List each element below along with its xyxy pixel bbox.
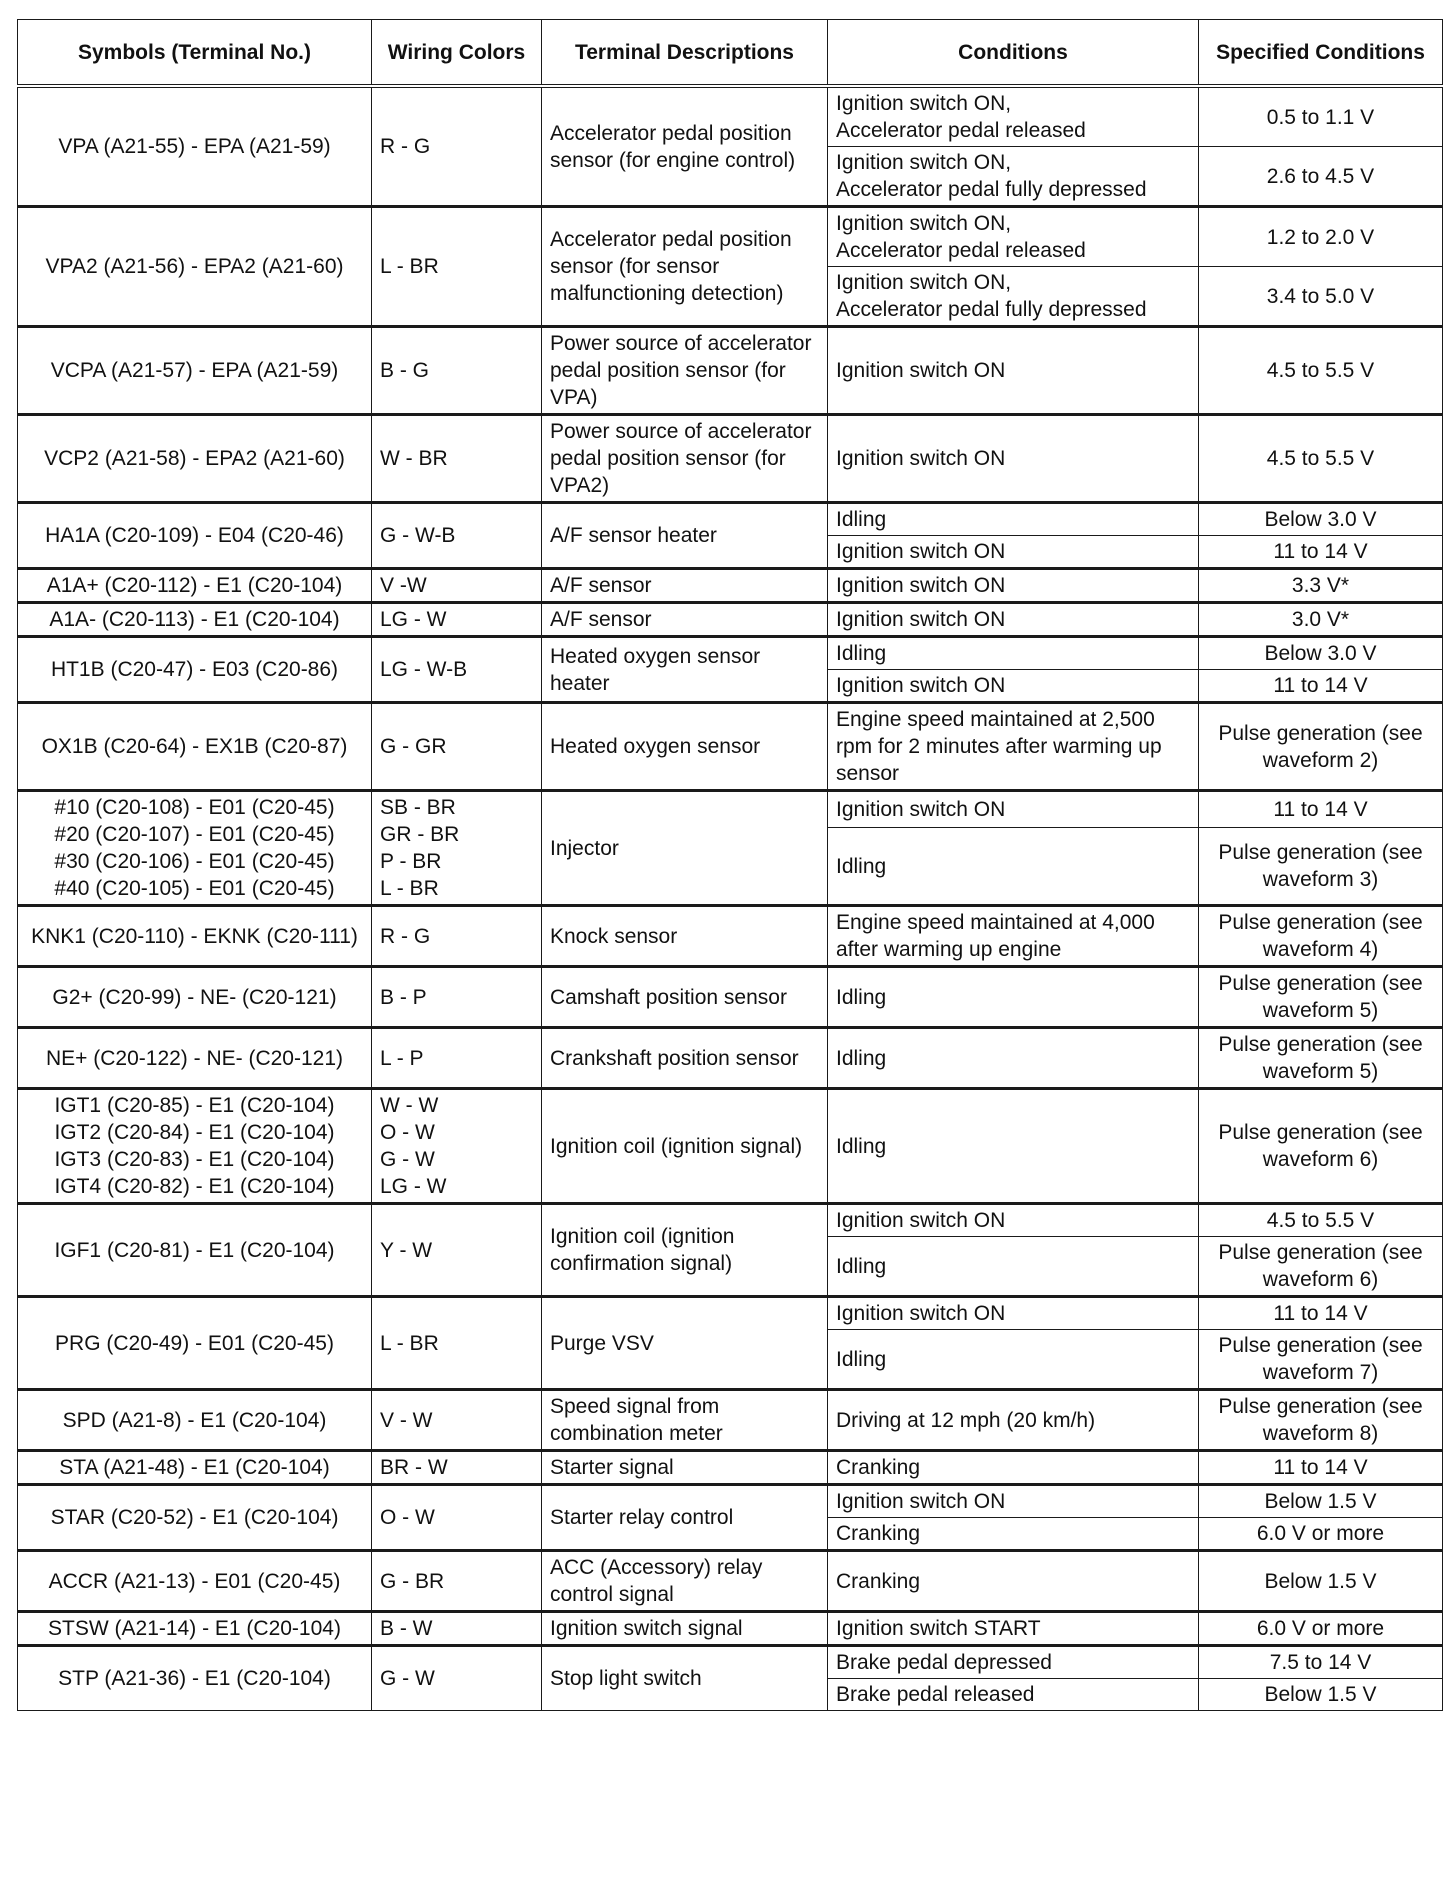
terminal-specification-table bbox=[17, 19, 1443, 1711]
specified-condition-cell: 11 to 14 V bbox=[1199, 536, 1443, 569]
condition-cell: Idling bbox=[828, 637, 1199, 670]
specified-condition-cell: Pulse generation (see waveform 5) bbox=[1199, 967, 1443, 1028]
header-symbols: Symbols (Terminal No.) bbox=[18, 20, 372, 87]
condition-cell: Idling bbox=[828, 1028, 1199, 1089]
condition-cell: Cranking bbox=[828, 1518, 1199, 1551]
wiring-color-cell: B - P bbox=[372, 967, 542, 1028]
table-row bbox=[18, 1485, 1443, 1518]
specified-condition-cell: 6.0 V or more bbox=[1199, 1612, 1443, 1646]
condition-cell: Ignition switch START bbox=[828, 1612, 1199, 1646]
header-conditions: Conditions bbox=[828, 20, 1199, 87]
terminal-symbol-cell: IGT1 (C20-85) - E1 (C20-104) IGT2 (C20-84) - E1 (C20-104) IGT3 (C20-83) - E1 (C20-104) IGT4 (C20-82) - E1 (C20-104) bbox=[18, 1089, 372, 1204]
specified-condition-cell: 7.5 to 14 V bbox=[1199, 1646, 1443, 1679]
condition-cell: Ignition switch ON bbox=[828, 1297, 1199, 1330]
condition-cell: Ignition switch ON bbox=[828, 791, 1199, 828]
wiring-color-cell: L - BR bbox=[372, 1297, 542, 1390]
condition-cell: Idling bbox=[828, 1089, 1199, 1204]
terminal-description-cell: Power source of accelerator pedal position sensor (for VPA2) bbox=[542, 415, 828, 503]
condition-cell: Ignition switch ON bbox=[828, 415, 1199, 503]
specified-condition-cell: Below 1.5 V bbox=[1199, 1551, 1443, 1612]
specified-condition-cell: 1.2 to 2.0 V bbox=[1199, 207, 1443, 267]
wiring-color-cell: R - G bbox=[372, 906, 542, 967]
wiring-color-cell: LG - W bbox=[372, 603, 542, 637]
terminal-symbol-cell: NE+ (C20-122) - NE- (C20-121) bbox=[18, 1028, 372, 1089]
specified-condition-cell: 11 to 14 V bbox=[1199, 1451, 1443, 1485]
table-row bbox=[18, 1646, 1443, 1679]
table-header-row bbox=[18, 20, 1443, 87]
condition-cell: Idling bbox=[828, 828, 1199, 906]
table-body bbox=[18, 86, 1443, 1711]
specified-condition-cell: Pulse generation (see waveform 3) bbox=[1199, 828, 1443, 906]
wiring-color-cell: R - G bbox=[372, 86, 542, 207]
condition-cell: Cranking bbox=[828, 1451, 1199, 1485]
terminal-description-cell: Accelerator pedal position sensor (for engine control) bbox=[542, 86, 828, 207]
terminal-symbol-cell: ACCR (A21-13) - E01 (C20-45) bbox=[18, 1551, 372, 1612]
specified-condition-cell: Pulse generation (see waveform 6) bbox=[1199, 1237, 1443, 1297]
specified-condition-cell: 0.5 to 1.1 V bbox=[1199, 86, 1443, 147]
table-row bbox=[18, 1390, 1443, 1451]
wiring-color-cell: W - W O - W G - W LG - W bbox=[372, 1089, 542, 1204]
table-row bbox=[18, 503, 1443, 536]
wiring-color-cell: L - P bbox=[372, 1028, 542, 1089]
terminal-description-cell: Heated oxygen sensor bbox=[542, 703, 828, 791]
specified-condition-cell: Below 3.0 V bbox=[1199, 637, 1443, 670]
terminal-symbol-cell: STP (A21-36) - E1 (C20-104) bbox=[18, 1646, 372, 1711]
terminal-symbol-cell: SPD (A21-8) - E1 (C20-104) bbox=[18, 1390, 372, 1451]
wiring-color-cell: LG - W-B bbox=[372, 637, 542, 703]
specified-condition-cell: 3.4 to 5.0 V bbox=[1199, 267, 1443, 327]
terminal-symbol-cell: VPA2 (A21-56) - EPA2 (A21-60) bbox=[18, 207, 372, 327]
terminal-symbol-cell: G2+ (C20-99) - NE- (C20-121) bbox=[18, 967, 372, 1028]
terminal-symbol-cell: HA1A (C20-109) - E04 (C20-46) bbox=[18, 503, 372, 569]
table-row bbox=[18, 1551, 1443, 1612]
condition-cell: Engine speed maintained at 4,000 after warming up engine bbox=[828, 906, 1199, 967]
terminal-description-cell: Ignition switch signal bbox=[542, 1612, 828, 1646]
table-row bbox=[18, 906, 1443, 967]
terminal-description-cell: Stop light switch bbox=[542, 1646, 828, 1711]
terminal-description-cell: Starter relay control bbox=[542, 1485, 828, 1551]
condition-cell: Brake pedal released bbox=[828, 1679, 1199, 1711]
table-row bbox=[18, 1297, 1443, 1330]
condition-cell: Ignition switch ON bbox=[828, 670, 1199, 703]
table-row bbox=[18, 569, 1443, 603]
condition-cell: Engine speed maintained at 2,500 rpm for 2 minutes after warming up sensor bbox=[828, 703, 1199, 791]
terminal-description-cell: Purge VSV bbox=[542, 1297, 828, 1390]
header-wiring-colors: Wiring Colors bbox=[372, 20, 542, 87]
condition-cell: Ignition switch ON bbox=[828, 327, 1199, 415]
condition-cell: Ignition switch ON, Accelerator pedal released bbox=[828, 86, 1199, 147]
table-row bbox=[18, 327, 1443, 415]
table-row bbox=[18, 1089, 1443, 1204]
condition-cell: Ignition switch ON bbox=[828, 569, 1199, 603]
specified-condition-cell: 4.5 to 5.5 V bbox=[1199, 1204, 1443, 1237]
condition-cell: Ignition switch ON, Accelerator pedal fully depressed bbox=[828, 267, 1199, 327]
specified-condition-cell: Pulse generation (see waveform 6) bbox=[1199, 1089, 1443, 1204]
terminal-description-cell: A/F sensor bbox=[542, 569, 828, 603]
specified-condition-cell: 11 to 14 V bbox=[1199, 670, 1443, 703]
specified-condition-cell: 4.5 to 5.5 V bbox=[1199, 415, 1443, 503]
wiring-color-cell: B - W bbox=[372, 1612, 542, 1646]
terminal-symbol-cell: OX1B (C20-64) - EX1B (C20-87) bbox=[18, 703, 372, 791]
terminal-table-container bbox=[17, 19, 1442, 1711]
terminal-symbol-cell: #10 (C20-108) - E01 (C20-45) #20 (C20-107) - E01 (C20-45) #30 (C20-106) - E01 (C20-45) #40 (C20-105) - E01 (C20-45) bbox=[18, 791, 372, 906]
wiring-color-cell: V -W bbox=[372, 569, 542, 603]
terminal-description-cell: Accelerator pedal position sensor (for sensor malfunctioning detection) bbox=[542, 207, 828, 327]
table-row bbox=[18, 86, 1443, 147]
table-row bbox=[18, 415, 1443, 503]
specified-condition-cell: Pulse generation (see waveform 2) bbox=[1199, 703, 1443, 791]
terminal-symbol-cell: A1A- (C20-113) - E1 (C20-104) bbox=[18, 603, 372, 637]
specified-condition-cell: 11 to 14 V bbox=[1199, 1297, 1443, 1330]
terminal-symbol-cell: STA (A21-48) - E1 (C20-104) bbox=[18, 1451, 372, 1485]
wiring-color-cell: SB - BR GR - BR P - BR L - BR bbox=[372, 791, 542, 906]
wiring-color-cell: Y - W bbox=[372, 1204, 542, 1297]
specified-condition-cell: Pulse generation (see waveform 7) bbox=[1199, 1330, 1443, 1390]
table-row bbox=[18, 603, 1443, 637]
specified-condition-cell: 2.6 to 4.5 V bbox=[1199, 147, 1443, 207]
terminal-description-cell: Power source of accelerator pedal position sensor (for VPA) bbox=[542, 327, 828, 415]
wiring-color-cell: O - W bbox=[372, 1485, 542, 1551]
specified-condition-cell: Below 3.0 V bbox=[1199, 503, 1443, 536]
condition-cell: Idling bbox=[828, 503, 1199, 536]
wiring-color-cell: G - W bbox=[372, 1646, 542, 1711]
wiring-color-cell: G - GR bbox=[372, 703, 542, 791]
specified-condition-cell: Below 1.5 V bbox=[1199, 1485, 1443, 1518]
specified-condition-cell: Below 1.5 V bbox=[1199, 1679, 1443, 1711]
terminal-symbol-cell: VCPA (A21-57) - EPA (A21-59) bbox=[18, 327, 372, 415]
terminal-description-cell: Ignition coil (ignition signal) bbox=[542, 1089, 828, 1204]
wiring-color-cell: G - BR bbox=[372, 1551, 542, 1612]
terminal-description-cell: Crankshaft position sensor bbox=[542, 1028, 828, 1089]
table-row bbox=[18, 1451, 1443, 1485]
terminal-description-cell: Speed signal from combination meter bbox=[542, 1390, 828, 1451]
terminal-description-cell: ACC (Accessory) relay control signal bbox=[542, 1551, 828, 1612]
wiring-color-cell: B - G bbox=[372, 327, 542, 415]
wiring-color-cell: L - BR bbox=[372, 207, 542, 327]
table-row bbox=[18, 1612, 1443, 1646]
condition-cell: Idling bbox=[828, 967, 1199, 1028]
condition-cell: Idling bbox=[828, 1237, 1199, 1297]
specified-condition-cell: Pulse generation (see waveform 4) bbox=[1199, 906, 1443, 967]
terminal-symbol-cell: VCP2 (A21-58) - EPA2 (A21-60) bbox=[18, 415, 372, 503]
wiring-color-cell: W - BR bbox=[372, 415, 542, 503]
wiring-color-cell: V - W bbox=[372, 1390, 542, 1451]
condition-cell: Idling bbox=[828, 1330, 1199, 1390]
specified-condition-cell: 4.5 to 5.5 V bbox=[1199, 327, 1443, 415]
wiring-color-cell: BR - W bbox=[372, 1451, 542, 1485]
terminal-symbol-cell: STAR (C20-52) - E1 (C20-104) bbox=[18, 1485, 372, 1551]
header-terminal-descriptions: Terminal Descriptions bbox=[542, 20, 828, 87]
specified-condition-cell: 6.0 V or more bbox=[1199, 1518, 1443, 1551]
terminal-symbol-cell: PRG (C20-49) - E01 (C20-45) bbox=[18, 1297, 372, 1390]
terminal-description-cell: Ignition coil (ignition confirmation signal) bbox=[542, 1204, 828, 1297]
terminal-symbol-cell: HT1B (C20-47) - E03 (C20-86) bbox=[18, 637, 372, 703]
specified-condition-cell: 3.3 V* bbox=[1199, 569, 1443, 603]
condition-cell: Ignition switch ON bbox=[828, 1485, 1199, 1518]
condition-cell: Ignition switch ON bbox=[828, 603, 1199, 637]
terminal-description-cell: Knock sensor bbox=[542, 906, 828, 967]
terminal-symbol-cell: KNK1 (C20-110) - EKNK (C20-111) bbox=[18, 906, 372, 967]
table-row bbox=[18, 791, 1443, 828]
table-row bbox=[18, 703, 1443, 791]
condition-cell: Driving at 12 mph (20 km/h) bbox=[828, 1390, 1199, 1451]
wiring-color-cell: G - W-B bbox=[372, 503, 542, 569]
table-row bbox=[18, 967, 1443, 1028]
condition-cell: Ignition switch ON bbox=[828, 1204, 1199, 1237]
terminal-symbol-cell: A1A+ (C20-112) - E1 (C20-104) bbox=[18, 569, 372, 603]
table-row bbox=[18, 1028, 1443, 1089]
specified-condition-cell: 3.0 V* bbox=[1199, 603, 1443, 637]
terminal-description-cell: Heated oxygen sensor heater bbox=[542, 637, 828, 703]
terminal-description-cell: Camshaft position sensor bbox=[542, 967, 828, 1028]
condition-cell: Cranking bbox=[828, 1551, 1199, 1612]
terminal-symbol-cell: VPA (A21-55) - EPA (A21-59) bbox=[18, 86, 372, 207]
terminal-description-cell: A/F sensor bbox=[542, 603, 828, 637]
table-row bbox=[18, 1204, 1443, 1237]
specified-condition-cell: 11 to 14 V bbox=[1199, 791, 1443, 828]
terminal-description-cell: A/F sensor heater bbox=[542, 503, 828, 569]
table-row bbox=[18, 207, 1443, 267]
terminal-symbol-cell: STSW (A21-14) - E1 (C20-104) bbox=[18, 1612, 372, 1646]
terminal-symbol-cell: IGF1 (C20-81) - E1 (C20-104) bbox=[18, 1204, 372, 1297]
condition-cell: Ignition switch ON, Accelerator pedal fully depressed bbox=[828, 147, 1199, 207]
terminal-description-cell: Injector bbox=[542, 791, 828, 906]
condition-cell: Ignition switch ON bbox=[828, 536, 1199, 569]
specified-condition-cell: Pulse generation (see waveform 5) bbox=[1199, 1028, 1443, 1089]
condition-cell: Ignition switch ON, Accelerator pedal released bbox=[828, 207, 1199, 267]
condition-cell: Brake pedal depressed bbox=[828, 1646, 1199, 1679]
table-row bbox=[18, 637, 1443, 670]
header-specified-conditions: Specified Conditions bbox=[1199, 20, 1443, 87]
specified-condition-cell: Pulse generation (see waveform 8) bbox=[1199, 1390, 1443, 1451]
terminal-description-cell: Starter signal bbox=[542, 1451, 828, 1485]
